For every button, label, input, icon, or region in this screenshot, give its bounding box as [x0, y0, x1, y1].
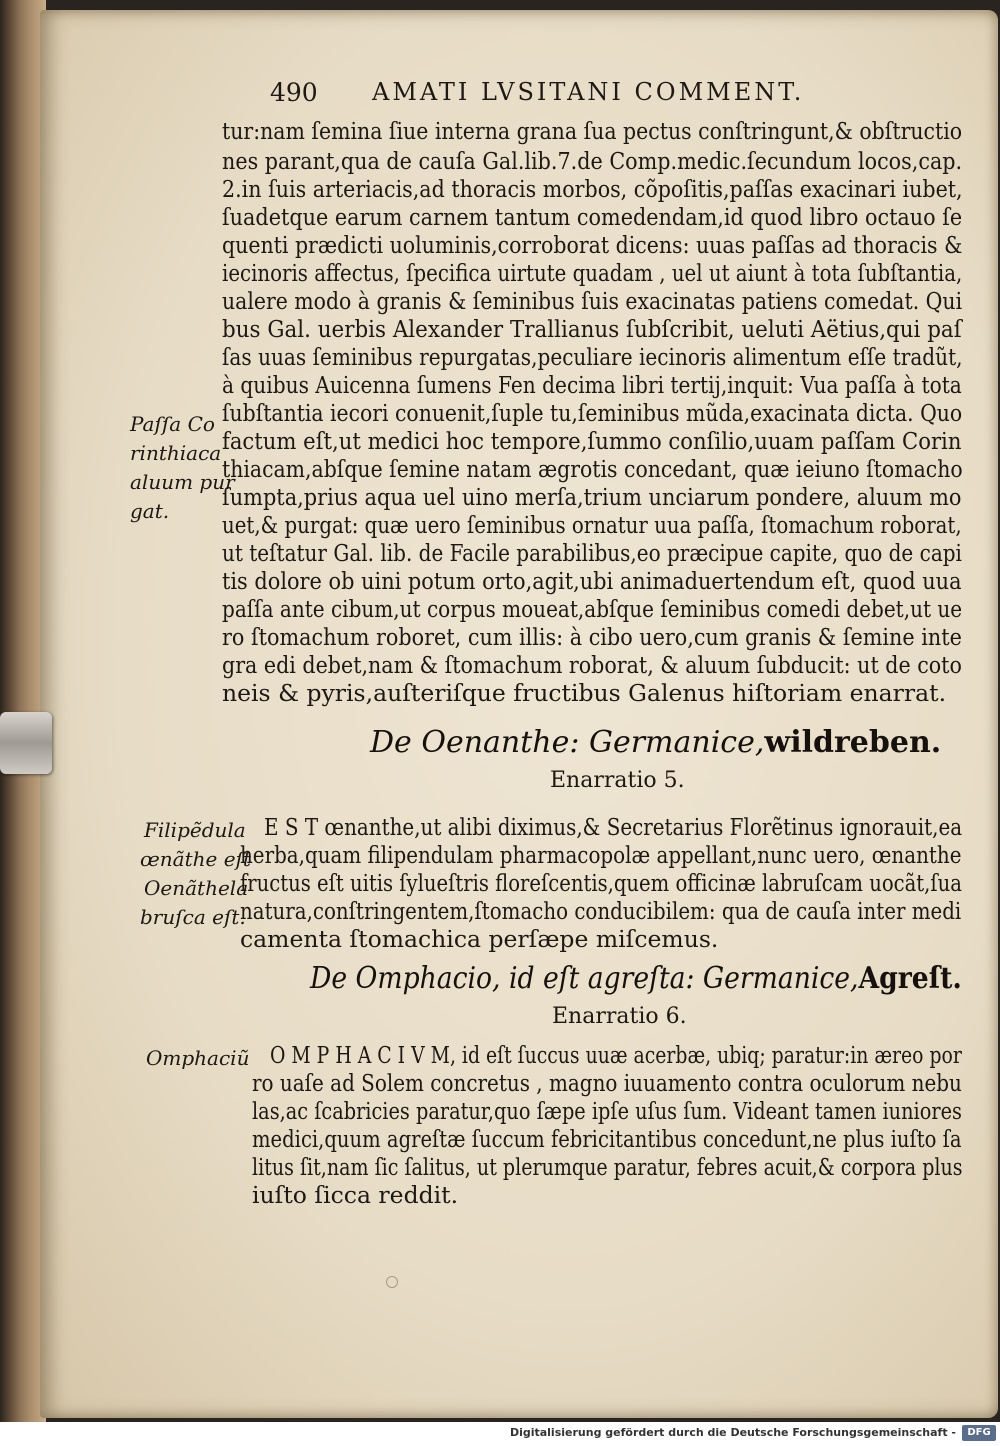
text-line: ualere modo à granis & ſeminibus ſuis exacinatas patiens comedat. Qui — [222, 287, 963, 315]
text-line: iecinoris affectus, ſpecifica uirtute quadam , uel ut aiunt à tota ſubſtantia, — [222, 259, 963, 287]
dfg-logo-icon: DFG — [962, 1425, 996, 1441]
text-line: O M P H A C I V M, id eſt ſuccus uuæ acerbæ, ubiq; paratur:in æreo por — [270, 1041, 962, 1069]
heading-german: wildreben. — [764, 725, 942, 760]
margin-note: Omphaciũ — [146, 1046, 250, 1070]
text-line: tis dolore ob uini potum orto,agit,ubi animaduertendum eſt, quod uua — [222, 567, 962, 595]
page-clip — [0, 712, 52, 774]
heading-latin: De Oenanthe: Germanice, — [370, 725, 765, 760]
text-line: herba,quam filipendulam pharmacopolæ appellant,nunc uero, œnanthe — [240, 841, 962, 869]
text-line: thiacam,abſque ſemine natam ægrotis concedant, quæ ieiuno ſtomacho — [222, 455, 963, 483]
section-heading-oenanthe — [370, 725, 942, 760]
text-line: 2.in ſuis arteriacis,ad thoracis morbos, cõpoſitis,paſſas exacinari iubet, — [222, 175, 963, 203]
text-line: quenti prædicti uoluminis,corroborat dicens: uuas paſſas ad thoracis & — [222, 231, 963, 259]
margin-note: Filipẽdula — [144, 818, 246, 842]
section-subheading: Enarratio 5. — [550, 768, 685, 793]
margin-note: bruſca eſt. — [140, 905, 246, 929]
text-line: neis & pyris,auſteriſque fructibus Galenus hiſtoriam enarrat. — [222, 679, 947, 707]
text-line: las,ac ſcabricies paratur,quo ſæpe ipſe uſus ſum. Videant tamen iuniores — [252, 1097, 962, 1125]
text-line: fructus eſt uitis ſylueſtris floreſcentis,quem officinæ labruſcam uocãt,ſua — [240, 869, 962, 897]
heading-german: Agreſt. — [858, 961, 962, 996]
running-head — [0, 78, 1000, 118]
text-line: camenta ſtomachica perſæpe miſcemus. — [240, 925, 719, 953]
text-line: ſas uuas ſeminibus repurgatas,peculiare iecinoris alimentum eſſe tradũt, — [222, 343, 963, 371]
library-stamp-mark — [386, 1276, 398, 1288]
margin-note: Oenãthela — [144, 876, 249, 900]
text-line: factum eſt,ut medici hoc tempore,ſummo conſilio,uuam paſſam Corin — [222, 427, 962, 455]
text-line: à quibus Auicenna ſumens Fen decima libri tertij,inquit: Vua paſſa à tota — [222, 371, 962, 399]
heading-latin: De Omphacio, id eſt agreſta: Germanice, — [310, 961, 859, 996]
footer-bar — [0, 1422, 1000, 1446]
text-line: natura,conſtringentem,ſtomacho conducibilem: qua de cauſa inter medi — [240, 897, 962, 925]
footer-credit: Digitalisierung gefördert durch die Deutsche Forschungsgemeinschaft - — [509, 1426, 956, 1439]
text-line: bus Gal. uerbis Alexander Trallianus ſubſcribit, ueluti Aëtius,qui paſ — [222, 315, 962, 343]
text-line: uet,& purgat: quæ uero ſeminibus ornatur uua paſſa, ſtomachum roborat, — [222, 511, 962, 539]
text-line: nes parant,qua de cauſa Gal.lib.7.de Comp.medic.ſecundum locos,cap. — [222, 147, 963, 175]
text-line: litus ſit,nam ſic ſalitus, ut plerumque paratur, febres acuit,& corpora plus — [252, 1153, 963, 1181]
section-heading-omphacio — [310, 961, 962, 996]
text-line: tur:nam ſemina ſiue interna grana ſua pectus conſtringunt,& obſtructio — [222, 117, 963, 145]
margin-note: rinthiaca — [130, 441, 222, 465]
margin-note: œnãthe eſt — [140, 847, 251, 871]
text-line: iuſto ſicca reddit. — [252, 1181, 459, 1209]
text-line: ut teſtatur Gal. lib. de Facile parabilibus,eo præcipue capite, quo de capi — [222, 539, 962, 567]
margin-note: gat. — [130, 499, 170, 523]
margin-note: aluum pur — [130, 470, 235, 494]
text-line: ro uaſe ad Solem concretus , magno iuuamento contra oculorum nebu — [252, 1069, 962, 1097]
text-line: gra edi debet,nam & ſtomachum roborat, & aluum ſubducit: ut de coto — [222, 651, 962, 679]
text-line: paſſa ante cibum,ut corpus moueat,abſque ſeminibus comedi debet,ut ue — [222, 595, 963, 623]
page-number: 490 — [270, 78, 318, 107]
text-line: ſubſtantia iecori conuenit,ſuple tu,ſeminibus mũda,exacinata dicta. Quo — [222, 399, 963, 427]
section-subheading: Enarratio 6. — [552, 1004, 687, 1029]
text-line: ſumpta,prius aqua uel uino merſa,trium unciarum pondere, aluum mo — [222, 483, 962, 511]
text-line: E S T œnanthe,ut alibi diximus,& Secretarius Florẽtinus ignorauit,ea — [264, 813, 963, 841]
margin-note: Paſſa Co — [130, 412, 215, 436]
running-title: AMATI LVSITANI COMMENT. — [372, 78, 805, 106]
text-line: ro ſtomachum roboret, cum illis: à cibo uero,cum granis & ſemine inte — [222, 623, 962, 651]
text-line: ſuadetque earum carnem tantum comedendam,id quod libro octauo ſe — [222, 203, 963, 231]
text-line: medici,quum agreſtæ ſuccum febricitantibus concedunt,ne plus iuſto ſa — [252, 1125, 962, 1153]
